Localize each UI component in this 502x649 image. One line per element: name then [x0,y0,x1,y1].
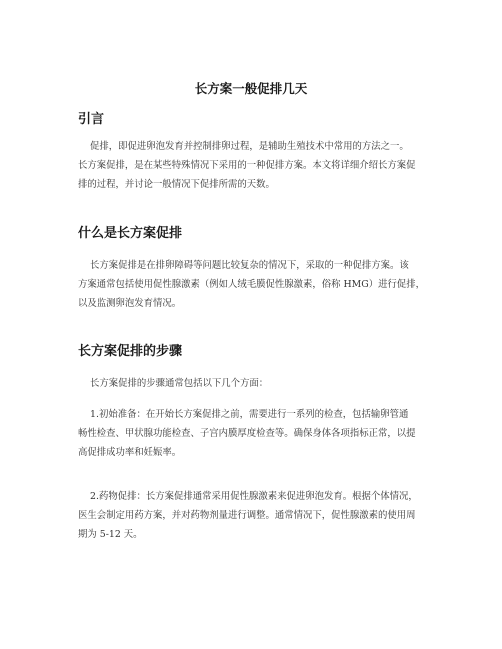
paragraph-line: 医生会制定用药方案，并对药物剂量进行调整。通常情况下，促性腺激素的使用周 [78,510,416,521]
paragraph-line: 排的过程，并讨论一般情况下促排所需的天数。 [78,179,275,190]
paragraph-step-2-medication [78,487,430,544]
paragraph-line: 长方案促排的步骤通常包括以下几个方面： [90,378,269,389]
paragraph-line: 长方案促排，是在某些特殊情况下采用的一种促排方案。本文将详细介绍长方案促 [78,160,416,171]
section-heading-introduction: 引言 [78,112,105,127]
paragraph-line: 1.初始准备：在开始长方案促排之前，需要进行一系列的检查，包括输卵管通 [90,409,409,420]
paragraph-line: 2.药物促排：长方案促排通常采用促性腺激素来促进卵泡发育。根据个体情况， [90,491,418,502]
paragraph-step-1-initial-preparation [78,405,430,462]
paragraph-line: 畅性检查、甲状腺功能检查、子宫内膜厚度检查等。确保身体各项指标正常，以提 [78,428,416,439]
paragraph-line: 期为 5-12 天。 [78,529,143,540]
paragraph-what-is-long-protocol [78,256,430,313]
section-heading-steps: 长方案促排的步骤 [78,344,183,359]
paragraph-steps-intro [78,374,430,393]
document-title: 长方案一般促排几天 [194,81,308,96]
paragraph-line: 长方案促排是在排卵障碍等问题比较复杂的情况下，采取的一种促排方案。该 [90,260,409,271]
paragraph-line: 高促排成功率和妊娠率。 [78,447,182,458]
paragraph-line: 促排，即促进卵泡发育并控制排卵过程，是辅助生殖技术中常用的方法之一。 [90,141,409,152]
paragraph-introduction [78,137,430,194]
paragraph-line: 以及监测卵泡发育情况。 [78,298,182,309]
paragraph-line: 方案通常包括使用促性腺激素（例如人绒毛膜促性腺激素，俗称 HMG）进行促排， [78,279,425,290]
section-heading-what-is-long-protocol: 什么是长方案促排 [78,226,183,241]
